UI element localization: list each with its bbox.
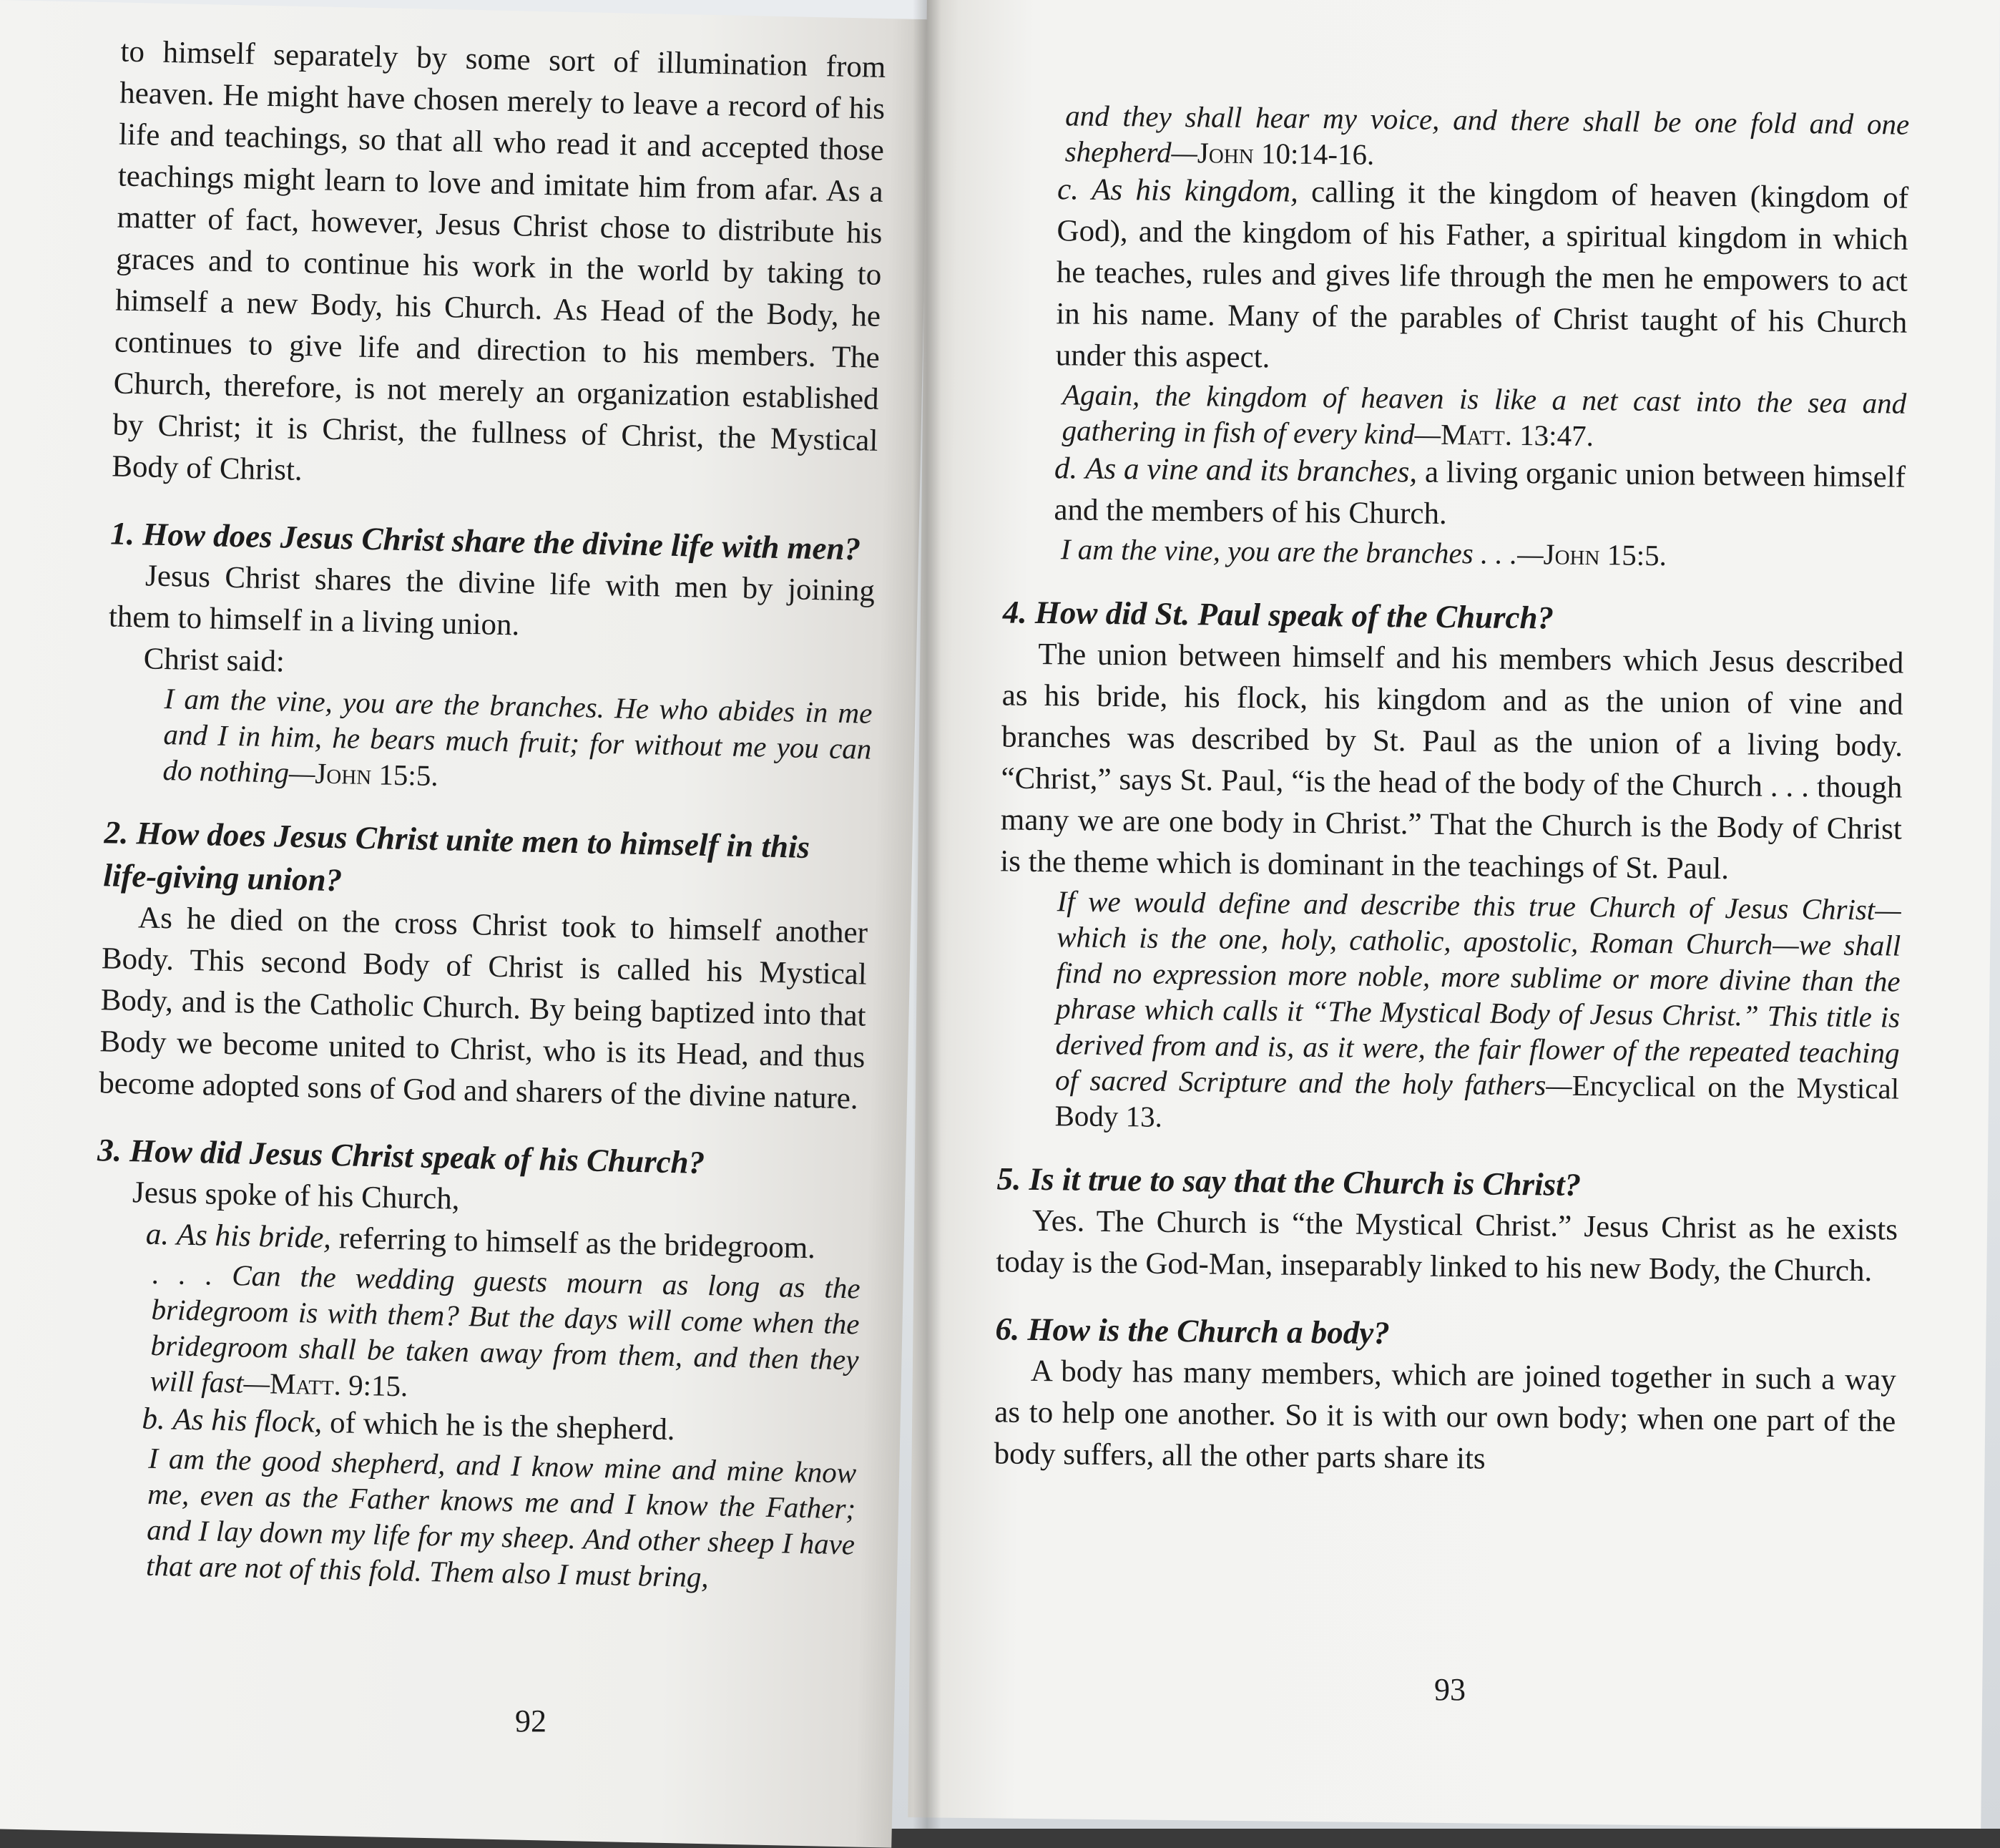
item-d-label: d. [1054, 451, 1078, 486]
quote-reference: Matt. 13:47. [1440, 417, 1594, 453]
answer-4-quote [1054, 883, 1901, 1142]
item-c-text: calling it the kingdom of heaven (kingdom of God), and the kingdom of his Father, a spiritual kingdom in which he teaches, rules and gives life through the men he empowers to act in his name. Many of the parables of Christ taught of his Church under this aspect. [1055, 175, 1909, 375]
quote-reference: John 15:5. [1543, 537, 1667, 572]
answer-3: Jesus spoke of his Church, [132, 1175, 460, 1216]
page-number-right: 93 [1434, 1672, 1466, 1707]
item-c-label: c. [1057, 172, 1079, 207]
quote-reference: Matt. 9:15. [269, 1367, 408, 1403]
quote-text: and they shall hear my voice, and there shall be one fold and one shepherd— [1064, 99, 1910, 170]
item-c-quote [1062, 376, 1906, 456]
page-number-left: 92 [515, 1703, 546, 1739]
item-c-emphasis: As his kingdom, [1092, 172, 1299, 209]
quote-text: . . . Can the wedding guests mourn as long as the bridegroom is with them? But the days will come when the bridegroom shall be taken away from them, and then they will fast— [149, 1256, 861, 1400]
quote-text: Again, the kingdom of heaven is like a net cast into the sea and gathering in fish of every kind— [1062, 378, 1907, 451]
answer-1: Jesus Christ shares the divine life with men by joining them to himself in a living union. [108, 559, 876, 642]
question-3: 3. How did Jesus Christ speak of his Church? [97, 1132, 705, 1180]
item-c [1055, 169, 1908, 385]
quote-text: I am the vine, you are the branches . . .— [1060, 532, 1544, 571]
item-d [1054, 448, 1906, 539]
book-gutter [913, 0, 941, 1829]
item-b-text: of which he is the shepherd. [321, 1405, 676, 1447]
quote-reference: John 15:5. [314, 756, 439, 793]
right-page [908, 0, 2000, 1829]
item-a-quote [149, 1256, 861, 1414]
item-b-label: b. [142, 1402, 166, 1437]
item-b-quote-continued [1064, 97, 1909, 177]
answer-2: As he died on the cross Christ took to himself another Body. This second Body of Christ is called his Mystical Body, and is the Catholic Church. By being baptized into that Body we become united to Christ, who is its Head, and thus become adopted sons of God and sharers of the divine nature. [98, 901, 868, 1116]
question-5: 5. Is it true to say that the Church is Christ? [996, 1160, 1582, 1203]
item-a-text: referring to himself as the bridegroom. [330, 1221, 816, 1266]
answer-1-lead: Christ said: [143, 642, 285, 679]
question-4: 4. How did St. Paul speak of the Church? [1002, 594, 1554, 636]
answer-6: A body has many members, which are joined together in such a way as to help one another. So it is with our own body; when one part of the body suffers, all the other parts share its [994, 1354, 1897, 1476]
item-b-quote: I am the good shepherd, and I know mine and mine know me, even as the Father knows me and I know the Father; and I lay down my life for my sheep. And other sheep I have that are not of this fold. Them also I must bring, [145, 1441, 857, 1594]
item-a-emphasis: As his bride, [176, 1218, 332, 1256]
left-page [0, 0, 930, 1848]
item-d-emphasis: As a vine and its branches, [1084, 451, 1418, 489]
question-1: 1. How does Jesus Christ share the divine life with men? [109, 515, 861, 567]
answer-1-quote [162, 680, 873, 803]
item-d-text: a living organic union between himself and the members of his Church. [1054, 455, 1906, 531]
quote-text: If we would define and describe this true Church of Jesus Christ—which is the one, holy, catholic, apostolic, Roman Church—we shall find no expression more noble, more sublime or more divine than the phrase which calls it “The Mystical Body of Jesus Christ.” This title is derived from and is, as it were, the fair flower of the repeated teaching of sacred Scripture and the holy fathers— [1054, 884, 1901, 1102]
answer-5: Yes. The Church is “the Mystical Christ.” Jesus Christ as he exists today is the God-Man, inseparably linked to his new Body, the Church. [996, 1203, 1898, 1289]
intro-paragraph: to himself separately by some sort of illumination from heaven. He might have chosen merely to leave a record of his life and teachings, so that all who read it and accepted those teachings might learn to love and imitate him from afar. As a matter of fact, however, Jesus Christ chose to distribute his graces and to continue his work in the world by taking to himself a new Body, his Church. As Head of the Body, he continues to give life and direction to his members. The Church, therefore, is not merely an organization established by Christ; it is Christ, the fullness of Christ, the Mystical Body of Christ. [111, 34, 886, 487]
quote-reference: Encyclical on the Mystical Body 13. [1054, 1068, 1900, 1133]
question-2: 2. How does Jesus Christ unite men to himself in this life-giving union? [102, 814, 810, 899]
quote-reference: John 10:14-16. [1197, 136, 1375, 171]
quote-text: I am the vine, you are the branches. He who abides in me and I in him, he bears much fruit; for without me you can do nothing— [162, 682, 873, 790]
item-b-emphasis: As his flock, [172, 1402, 323, 1439]
question-6: 6. How is the Church a body? [995, 1311, 1391, 1351]
answer-4: The union between himself and his members which Jesus described as his bride, his flock, his kingdom and as the union of vine and branches was described by St. Paul as the union of a living body. “Christ,” says St. Paul, “is the head of the body of the Church . . . though many we are one body in Christ.” That the Church is the Body of Christ is the theme which is dominant in the teachings of St. Paul. [1000, 637, 1904, 886]
item-a-label: a. [145, 1217, 170, 1252]
